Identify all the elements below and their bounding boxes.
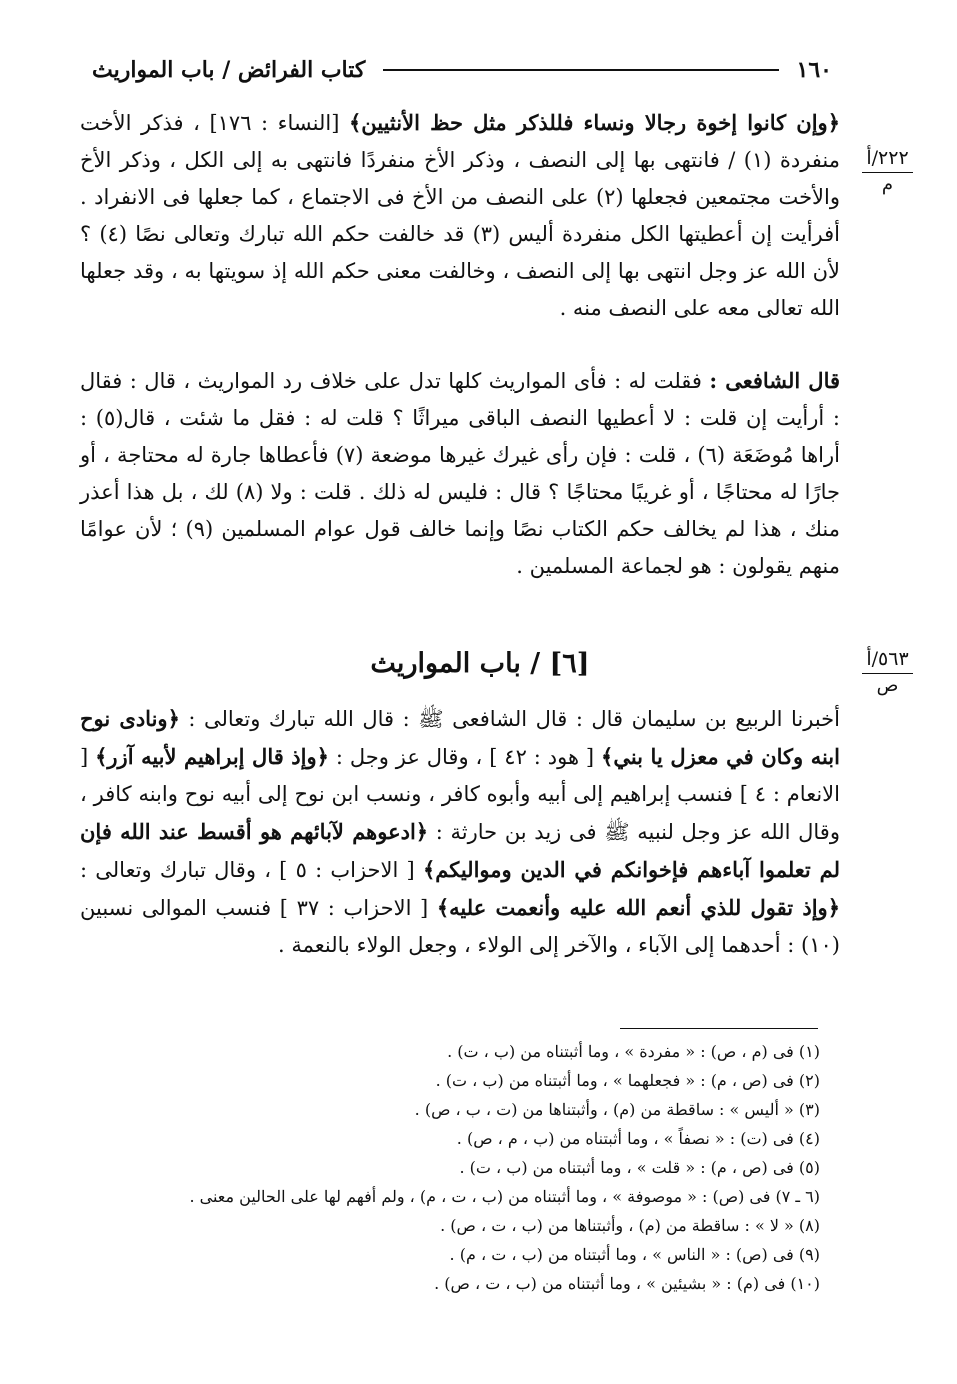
paragraph-inheritance-sisters: [80, 104, 840, 327]
quran-quote: ﴿وإن كانوا إخوة رجالا ونساء فللذكر مثل حظ الأنثيين﴾: [348, 110, 841, 135]
footnote-1: (١) فى (م ، ص) : « مفردة » ، وما أثبتناه من (ب ، ت) .: [447, 1042, 820, 1061]
footnote-8: (٨) « لا » : ساقطة من (م) ، وأثبتناها من (ب ، ت ، ص) .: [440, 1216, 820, 1235]
footnotes: [120, 1037, 820, 1298]
margin-note-letter: م: [881, 174, 894, 195]
running-title: كتاب الفرائض / باب المواريث: [92, 57, 366, 83]
quran-quote: ﴿وإذ قال إبراهيم لأبيه آزر﴾: [95, 744, 329, 769]
margin-note-manuscript-2: [850, 648, 925, 696]
speaker-label: قال الشافعى :: [709, 368, 841, 393]
section-heading: [٦] / باب المواريث: [370, 648, 590, 679]
footnote-10: (١٠) فى (م) : « بشيئين » ، وما أثبتناه من (ب ، ت ، ص) .: [434, 1274, 820, 1293]
margin-note-number: ٥٦٣/أ: [862, 648, 912, 674]
footnote-2: (٢) فى (ص ، م) : « فجعلهما » ، وما أثبتناه من (ب ، ت) .: [435, 1071, 820, 1090]
running-header: [92, 55, 832, 85]
quran-quote: ﴿ونادى نوح ابنه وكان في معزل يا بني﴾: [80, 706, 840, 769]
paragraph-text: [ الانعام : ٤ ] فنسب إبراهيم إلى أبيه وأبوه كافر ، ونسب ابن نوح إلى أبيه نوح وابنه كافر ، وقال الله عز وجل لنبيه ﷺ فى زيد بن حارثة :: [80, 745, 840, 844]
footnote-9: (٩) فى (ص) : « الناس » ، وما أثبتناه من (ب ، ت ، م) .: [449, 1245, 820, 1264]
paragraph-text: [النساء : ١٧٦] ، فذكر الأخت منفردة (١) / فانتهى بها إلى النصف ، وذكر الأخ منفردًا فانتهى به إلى الكل ، وذكر الأخ والأخت مجتمعين فجعلها (٢) على النصف من الأخ فى الاجتماع ، كما جعلها فى الانفراد . أفرأيت إن أعطيتها الكل منفردة أليس (٣) قد خالفت حكم الله تبارك وتعالى نصًا (٤) ؟ لأن الله عز وجل انتهى بها إلى النصف ، وخالفت معنى حكم الله إذ سويتها به ، وقد جعلها الله تعالى معه على النصف منه .: [80, 111, 841, 320]
header-rule: [383, 69, 778, 71]
quran-quote: ﴿ادعوهم لآبائهم هو أقسط عند الله فإن لم تعلموا آباءهم فإخوانكم في الدين ومواليكم﴾: [80, 819, 840, 882]
footnote-6-7: (٦ ـ ٧) فى (ص) : « موصوفة » ، وما أثبتناه من (ب ، ت ، م) ، ولم أفهم لها على الحالين معنى .: [189, 1187, 820, 1206]
paragraph-text: [ هود : ٤٢ ] ، وقال عز وجل :: [335, 745, 595, 769]
footnote-separator: [620, 1028, 818, 1029]
margin-note-number: ٢٢٢/أ: [862, 147, 912, 173]
paragraph-text: فقلت له : فأى المواريث كلها تدل على خلاف رد المواريث ، قال : فقال : أرأيت إن قلت : لا أعطيها النصف الباقى ميراثًا ؟ قلت له : فقل ما شئت ، قال(٥) : أراها مُوضَعَة (٦) ، قلت : فإن رأى غيرك غيرها موضعة (٧) فأعطاها جارة له محتاجة ، أو جارًا له محتاجًا ، أو غريبًا محتاجًا ؟ قال : فليس له ذلك . قلت : ولا (٨) لك ، بل هذا أعذر منك ، هذا لم يخالف حكم الكتاب نصًا وإنما خالف قول عوام المسلمين (٩) ؛ لأن عوامًا منهم يقولون : هو لجماعة المسلمين .: [80, 369, 840, 578]
page-number: ١٦٠: [796, 57, 832, 83]
paragraph-text: [ الاحزاب : ٥ ] ، وقال تبارك وتعالى :: [80, 858, 415, 882]
margin-note-manuscript-1: [850, 147, 925, 195]
paragraph-mawarith-chapter: [80, 700, 840, 964]
paragraph-text: [ الاحزاب : ٣٧ ] فنسب الموالى نسبين (١٠) : أحدهما إلى الآباء ، والآخر إلى الولاء ، وجعل الولاء بالنعمة .: [80, 896, 840, 957]
footnote-4: (٤) فى (ت) : « نصفاً » ، وما أثبتناه من (ب ، م ، ص) .: [456, 1129, 820, 1148]
footnote-5: (٥) فى (ص ، م) : « قلت » ، وما أثبتناه من (ب ، ت) .: [459, 1158, 820, 1177]
paragraph-shafii-dialogue: [80, 362, 840, 585]
margin-note-letter: ص: [876, 675, 899, 696]
paragraph-text: أخبرنا الربيع بن سليمان قال : قال الشافعى ﷺ : قال الله تبارك وتعالى :: [188, 707, 840, 731]
footnote-3: (٣) « أليس » : ساقطة من (م) ، وأثبتناها من (ت ، ب ، ص) .: [414, 1100, 820, 1119]
quran-quote: ﴿وإذ تقول للذي أنعم الله عليه وأنعمت عليه﴾: [436, 895, 841, 920]
